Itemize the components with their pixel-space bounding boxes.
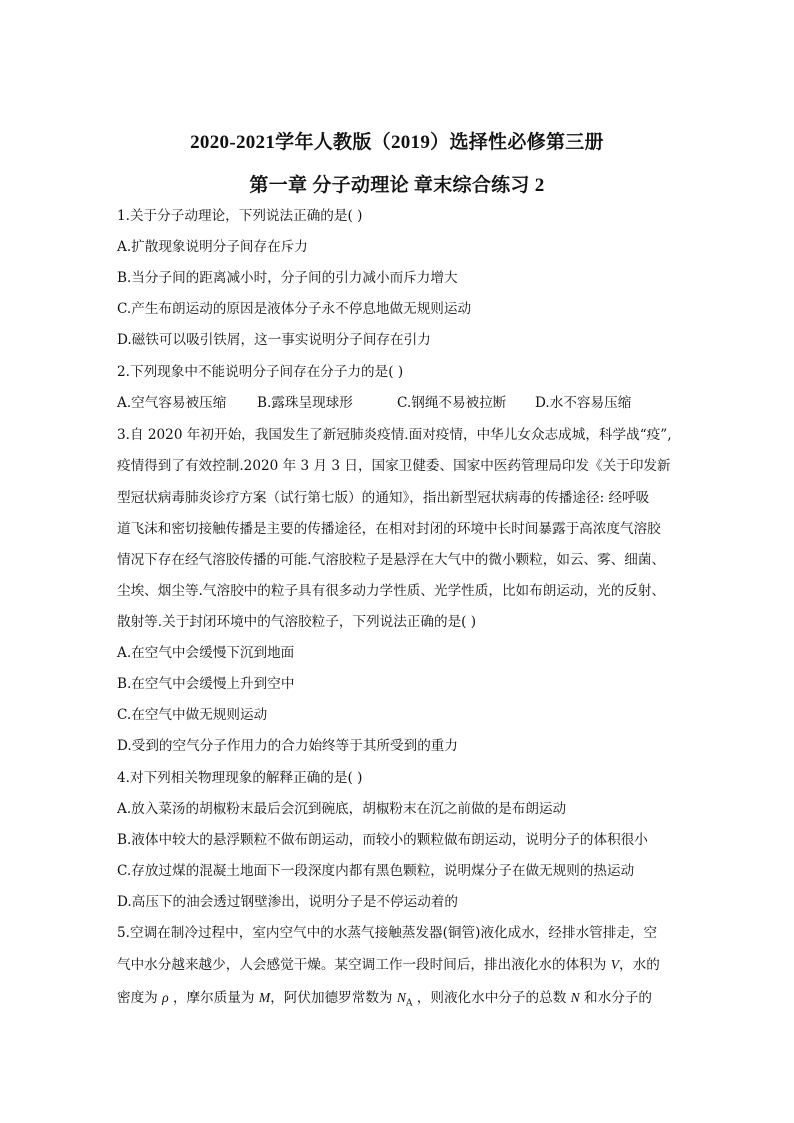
question-2-option-a: A.空气容易被压缩 xyxy=(117,395,227,411)
question-3-option-b: B.在空气中会缓慢上升到空中 xyxy=(117,676,295,692)
question-3-line-3: 型冠状病毒肺炎诊疗方案（试行第七版）的通知》，指出新型冠状病毒的传播途径: 经呼吸 xyxy=(117,490,650,506)
question-5-line-3 xyxy=(117,988,652,1014)
molecule-count-symbol: N xyxy=(570,990,580,1005)
q5-text: 密度为 xyxy=(117,990,163,1006)
question-3-line-4: 道飞沫和密切接触传播是主要的传播途径，在相对封闭的环境中长时间暴露于高浓度气溶胶 xyxy=(117,521,661,537)
question-4-option-a: A.放入菜汤的胡椒粉末最后会沉到碗底，胡椒粉末在沉之前做的是布朗运动 xyxy=(117,801,567,817)
avogadro-subscript: A xyxy=(405,998,413,1009)
question-1-option-a: A.扩散现象说明分子间存在斥力 xyxy=(117,239,308,255)
question-5-line-1: 5.空调在制冷过程中，室内空气中的水蒸气接触蒸发器(铜管)液化成水，经排水管排走，空 xyxy=(117,925,658,941)
q5-text: 气中水分越来越少，人会感觉干燥。某空调工作一段时间后，排出液化水的体积为 xyxy=(117,957,611,973)
question-2-option-b: B.露珠呈现球形 xyxy=(257,395,353,411)
question-1-option-d: D.磁铁可以吸引铁屑，这一事实说明分子间存在引力 xyxy=(117,332,431,348)
chapter-title: 第一章 分子动理论 章末综合练习 2 xyxy=(249,175,545,196)
q5-text: ，阿伏加德罗常数为 xyxy=(270,990,397,1006)
question-3-option-a: A.在空气中会缓慢下沉到地面 xyxy=(117,645,295,661)
question-1-stem: 1.关于分子动理论，下列说法正确的是( ) xyxy=(117,208,363,224)
question-4-option-c: C.存放过煤的混凝土地面下一段深度内都有黑色颗粒，说明煤分子在做无规则的热运动 xyxy=(117,863,635,879)
question-4-option-d: D.高压下的油会透过钢壁渗出，说明分子是不停运动着的 xyxy=(117,894,458,910)
q5-text: ，摩尔质量为 xyxy=(168,990,259,1006)
volume-symbol: V xyxy=(610,957,620,972)
document-title: 2020-2021学年人教版（2019）选择性必修第三册 xyxy=(190,132,604,153)
question-2-stem: 2.下列现象中不能说明分子间存在分子力的是( ) xyxy=(117,364,404,380)
question-3-option-c: C.在空气中做无规则运动 xyxy=(117,707,268,723)
avogadro-symbol: N xyxy=(396,990,406,1005)
question-1-option-b: B.当分子间的距离减小时，分子间的引力减小而斥力增大 xyxy=(117,270,458,286)
question-4-option-b: B.液体中较大的悬浮颗粒不做布朗运动，而较小的颗粒做布朗运动，说明分子的体积很小 xyxy=(117,832,648,848)
molar-mass-symbol: M xyxy=(258,990,271,1005)
question-5-line-2 xyxy=(117,955,660,975)
question-4-stem: 4.对下列相关物理现象的解释正确的是( ) xyxy=(117,770,363,786)
q5-text: 和水分子的 xyxy=(579,990,652,1006)
density-symbol: ρ xyxy=(162,990,169,1005)
question-2-option-c: C.钢绳不易被拉断 xyxy=(397,395,507,411)
question-2-option-d: D.水不容易压缩 xyxy=(535,395,632,411)
question-3-line-7: 散射等.关于封闭环境中的气溶胶粒子，下列说法正确的是( ) xyxy=(117,614,477,630)
question-1-option-c: C.产生布朗运动的原因是液体分子永不停息地做无规则运动 xyxy=(117,301,472,317)
question-3-line-6: 尘埃、烟尘等.气溶胶中的粒子具有很多动力学性质、光学性质，比如布朗运动，光的反射、 xyxy=(117,583,666,599)
question-3-line-2: 疫情得到了有效控制.2020 年 3 月 3 日，国家卫健委、国家中医药管理局印发《关于印发新 xyxy=(117,458,671,474)
q5-text: ，水的 xyxy=(619,957,660,973)
question-3-line-5: 情况下存在经气溶胶传播的可能.气溶胶粒子是悬浮在大气中的微小颗粒，如云、雾、细菌、 xyxy=(117,552,666,568)
q5-text: ，则液化水中分子的总数 xyxy=(412,990,571,1006)
question-3-line-1: 3.自 2020 年初开始，我国发生了新冠肺炎疫情.面对疫情，中华儿女众志成城，科学战“疫”, xyxy=(117,427,672,443)
question-3-option-d: D.受到的空气分子作用力的合力始终等于其所受到的重力 xyxy=(117,738,458,754)
